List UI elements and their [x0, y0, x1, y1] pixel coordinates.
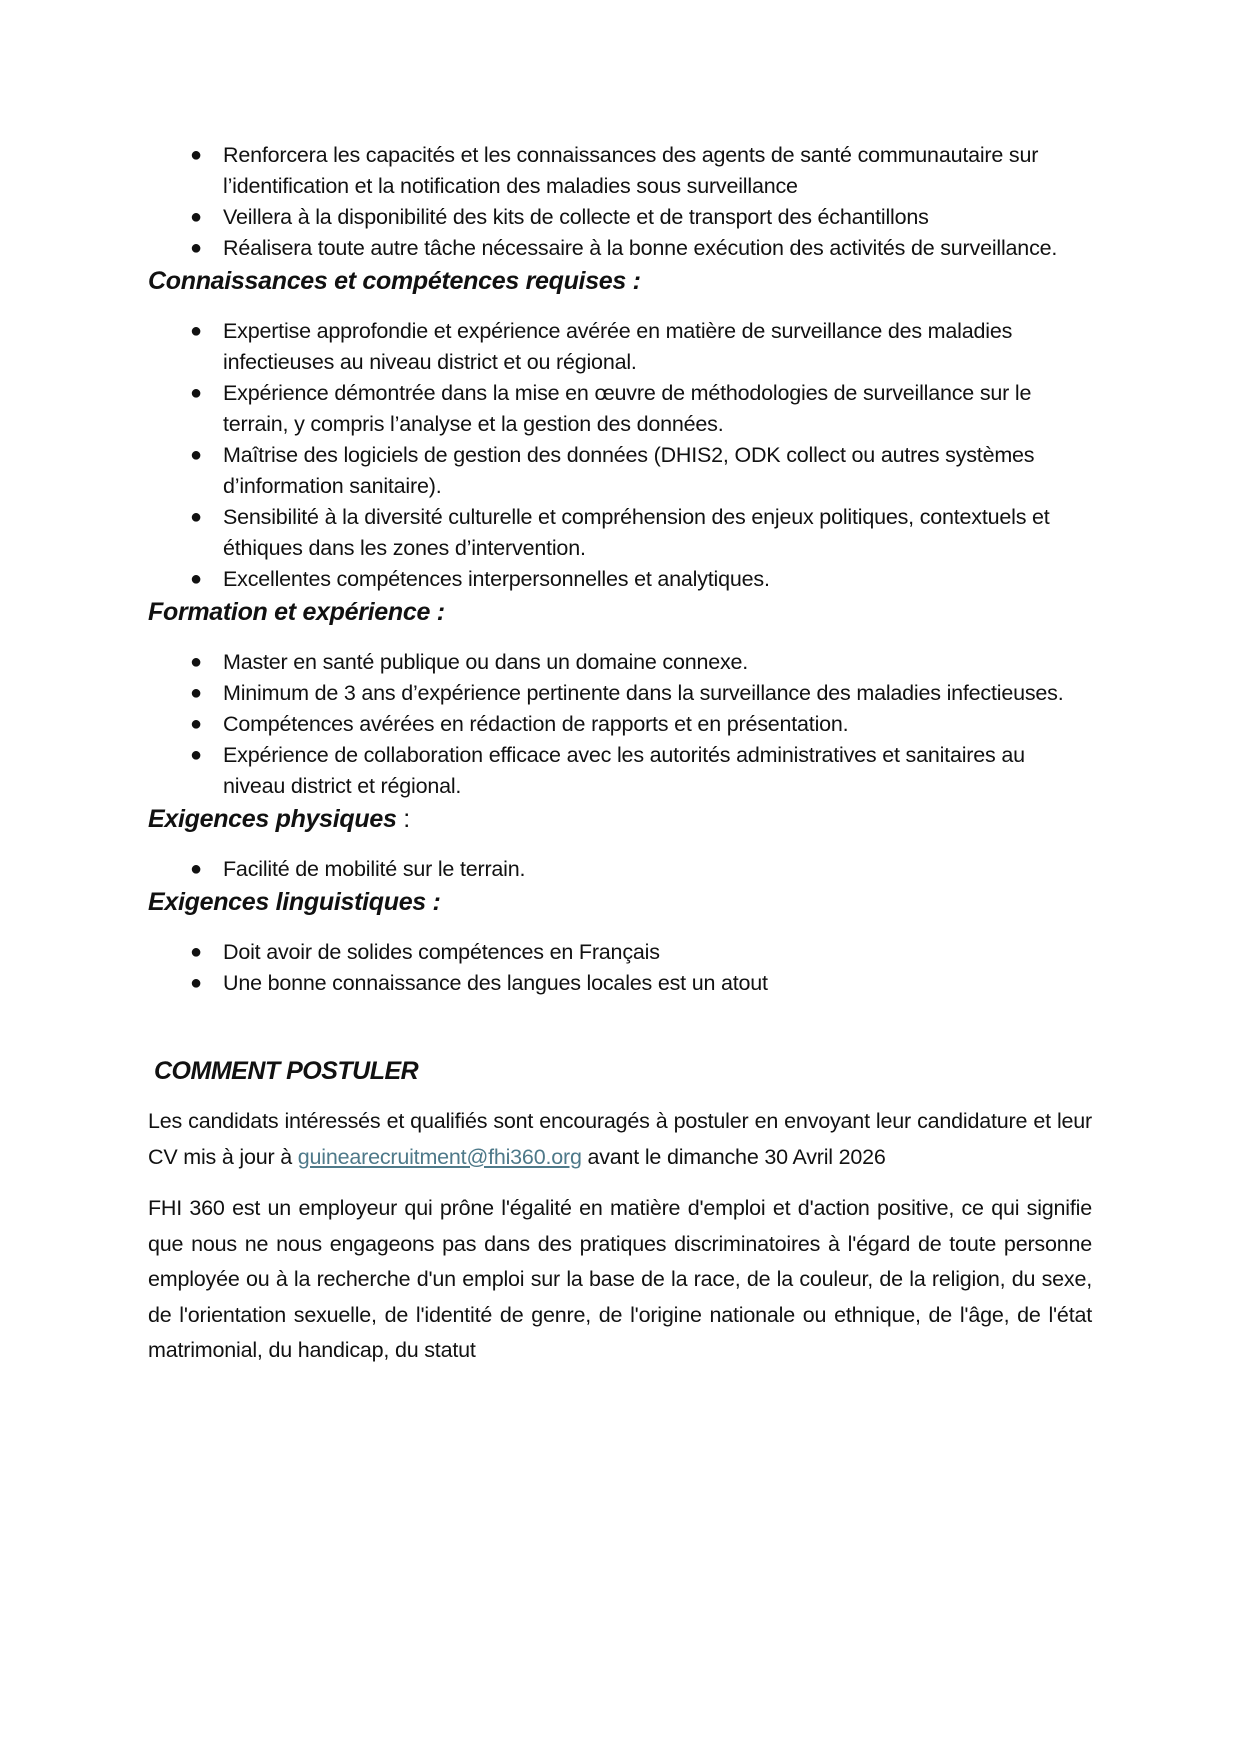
- intro-bullet-list: [148, 140, 1092, 264]
- heading-education: Formation et expérience :: [148, 598, 445, 626]
- bullet-icon: ●: [190, 568, 202, 590]
- bullet-icon: ●: [190, 972, 202, 994]
- list-item: ● Renforcera les capacités et les connaissances des agents de santé communautaire sur l’identification et la notification des maladies sous surveillance: [148, 140, 1092, 202]
- list-item: ● Une bonne connaissance des langues locales est un atout: [148, 968, 1092, 999]
- list-item: ● Expérience démontrée dans la mise en œuvre de méthodologies de surveillance sur le terrain, y compris l’analyse et la gestion des données.: [148, 378, 1092, 440]
- list-item: ● Minimum de 3 ans d’expérience pertinente dans la surveillance des maladies infectieuses.: [148, 678, 1092, 709]
- list-item: ● Sensibilité à la diversité culturelle et compréhension des enjeux politiques, contextuels et éthiques dans les zones d’intervention.: [148, 502, 1092, 564]
- list-item: ● Expertise approfondie et expérience avérée en matière de surveillance des maladies infectieuses au niveau district et ou régional.: [148, 316, 1092, 378]
- bullet-icon: ●: [190, 444, 202, 466]
- bullet-icon: ●: [190, 506, 202, 528]
- heading-language: Exigences linguistiques :: [148, 888, 441, 916]
- bullet-icon: ●: [190, 382, 202, 404]
- list-item: ● Veillera à la disponibilité des kits de collecte et de transport des échantillons: [148, 202, 1092, 233]
- bullet-icon: ●: [190, 320, 202, 342]
- eeo-paragraph: FHI 360 est un employeur qui prône l'égalité en matière d'emploi et d'action positive, ce qui signifie que nous ne nous engageons pas dans des pratiques discriminatoires à l'égard de toute personne employée ou à la recherche d'un emploi sur la base de la race, de la couleur, de la religion, du sexe, de l'orientation sexuelle, de l'identité de genre, de l'origine nationale ou ethnique, de l'âge, de l'état matrimonial, du handicap, du statut: [148, 1196, 1092, 1362]
- heading-physical: Exigences physiques :: [148, 805, 410, 833]
- list-item: ● Réalisera toute autre tâche nécessaire à la bonne exécution des activités de surveillance.: [148, 233, 1092, 264]
- document-content: [148, 143, 1092, 1369]
- list-item: ● Doit avoir de solides compétences en Français: [148, 937, 1092, 968]
- list-item: ● Master en santé publique ou dans un domaine connexe.: [148, 647, 1092, 678]
- bullet-icon: ●: [190, 858, 202, 880]
- bullet-icon: ●: [190, 744, 202, 766]
- list-item: ● Expérience de collaboration efficace avec les autorités administratives et sanitaires au niveau district et régional.: [148, 740, 1092, 802]
- heading-knowledge: Connaissances et compétences requises :: [148, 267, 641, 295]
- bullet-icon: ●: [190, 682, 202, 704]
- bullet-icon: ●: [190, 651, 202, 673]
- language-bullet-list: [148, 937, 1092, 999]
- list-item: ● Maîtrise des logiciels de gestion des données (DHIS2, ODK collect ou autres systèmes d’information sanitaire).: [148, 440, 1092, 502]
- knowledge-bullet-list: [148, 316, 1092, 595]
- bullet-icon: ●: [190, 713, 202, 735]
- apply-section-title: COMMENT POSTULER: [154, 1057, 419, 1085]
- list-item: ● Compétences avérées en rédaction de rapports et en présentation.: [148, 709, 1092, 740]
- list-item: ● Excellentes compétences interpersonnelles et analytiques.: [148, 564, 1092, 595]
- bullet-icon: ●: [190, 206, 202, 228]
- bullet-icon: ●: [190, 144, 202, 166]
- list-item: ● Facilité de mobilité sur le terrain.: [148, 854, 1092, 885]
- bullet-icon: ●: [190, 941, 202, 963]
- physical-bullet-list: [148, 854, 1092, 885]
- bullet-icon: ●: [190, 237, 202, 259]
- education-bullet-list: [148, 647, 1092, 802]
- email-link[interactable]: guinearecruitment@fhi360.org: [297, 1144, 582, 1169]
- apply-paragraph: Les candidats intéressés et qualifiés sont encouragés à postuler en envoyant leur candidature et leur CV mis à jour à guinearecruitment@fhi360.org avant le dimanche 30 Avril 2026: [148, 1109, 1092, 1169]
